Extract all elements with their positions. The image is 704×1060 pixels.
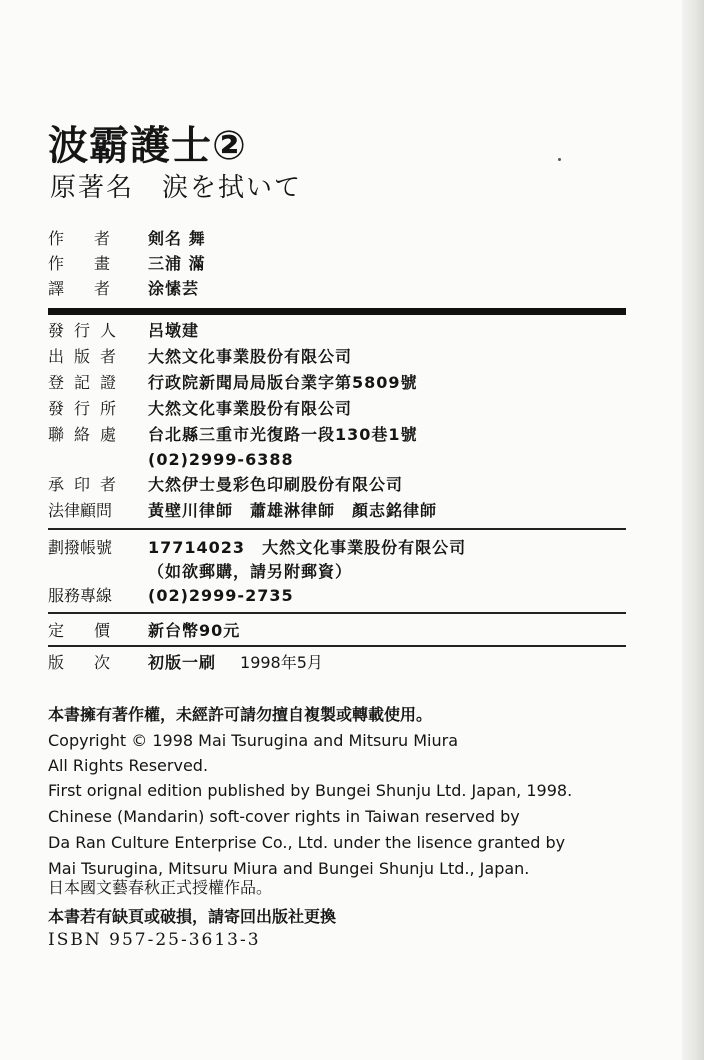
info-row-printer [48,474,403,496]
page-edge [682,0,704,1060]
isbn: ISBN 957-25-3613-3 [48,930,261,950]
credit-label: 作者 [48,229,141,248]
info-row-phone [48,449,294,471]
info-row-postage-note [48,561,352,583]
info-row-price [48,620,240,642]
divider [48,645,626,647]
credit-translator [48,278,199,300]
info-value: 初版一刷 [148,653,217,672]
info-value: （如欲郵購，請另附郵資） [148,562,353,581]
original-title: 原著名 涙を拭いて [50,173,303,203]
copyright-line: First orignal edition published by Bungei Shunju Ltd. Japan, 1998. [48,781,573,800]
info-label: 法律顧問 [48,501,113,520]
info-row-distributor [48,398,352,420]
info-value: 大然文化事業股份有限公司 [148,399,353,418]
info-label: 服務專線 [48,586,113,605]
info-value: 台北縣三重市光復路一段130巷1號 [148,425,418,444]
info-row-registration [48,372,418,394]
copyright-line: All Rights Reserved. [48,756,209,775]
info-label: 劃撥帳號 [48,538,113,557]
info-label: 登記證 [48,373,127,392]
info-value: 行政院新聞局局版台業字第5809號 [148,373,418,392]
book-title: 波霸護士② [48,123,247,169]
divider [48,612,626,614]
info-row-publisher-person [48,320,199,342]
divider [48,528,626,530]
authorized-notice: 日本國文藝春秋正式授權作品。 [48,878,273,897]
info-label: 承印者 [48,475,127,494]
info-row-publisher [48,346,352,368]
credit-artist [48,253,206,275]
info-row-edition [48,652,323,674]
info-label: 聯絡處 [48,425,127,444]
copyright-line: Chinese (Mandarin) soft-cover rights in Taiwan reserved by [48,807,520,826]
copyright-line: Da Ran Culture Enterprise Co., Ltd. under the lisence granted by [48,833,566,852]
thick-divider [48,308,626,315]
credit-label: 作畫 [48,254,141,273]
info-label: 定價 [48,621,141,640]
info-value: (02)2999-6388 [148,450,294,469]
copyright-notice-zh: 本書擁有著作權，未經許可請勿擅自複製或轉載使用。 [48,705,433,724]
defect-notice: 本書若有缺頁或破損，請寄回出版社更換 [48,907,337,926]
copyright-line: Mai Tsurugina, Mitsuru Miura and Bungei Shunju Ltd., Japan. [48,859,530,878]
info-value: (02)2999-2735 [148,586,294,605]
info-value: 大然伊士曼彩色印刷股份有限公司 [148,475,404,494]
info-value: 17714023 大然文化事業股份有限公司 [148,538,467,557]
info-row-service-line [48,585,294,607]
info-value: 呂墩建 [148,321,200,340]
info-value: 黃壁川律師 蕭雄淋律師 顏志銘律師 [148,501,438,520]
info-row-legal [48,500,437,522]
info-label: 發行人 [48,321,127,340]
credit-label: 譯者 [48,279,141,298]
info-value: 大然文化事業股份有限公司 [148,347,353,366]
info-value: 新台幣90元 [148,621,241,640]
credit-value: 剣名 舞 [148,229,206,248]
credit-value: 涂愫芸 [148,279,200,298]
credit-value: 三浦 滿 [148,254,206,273]
edition-date: 1998年5月 [240,653,323,672]
speck [558,158,561,161]
credit-author [48,228,206,250]
info-label: 出版者 [48,347,127,366]
info-label: 發行所 [48,399,127,418]
info-row-postal-account [48,537,466,559]
info-label: 版次 [48,653,141,672]
copyright-line: Copyright © 1998 Mai Tsurugina and Mitsuru Miura [48,731,459,750]
info-row-address [48,424,418,446]
